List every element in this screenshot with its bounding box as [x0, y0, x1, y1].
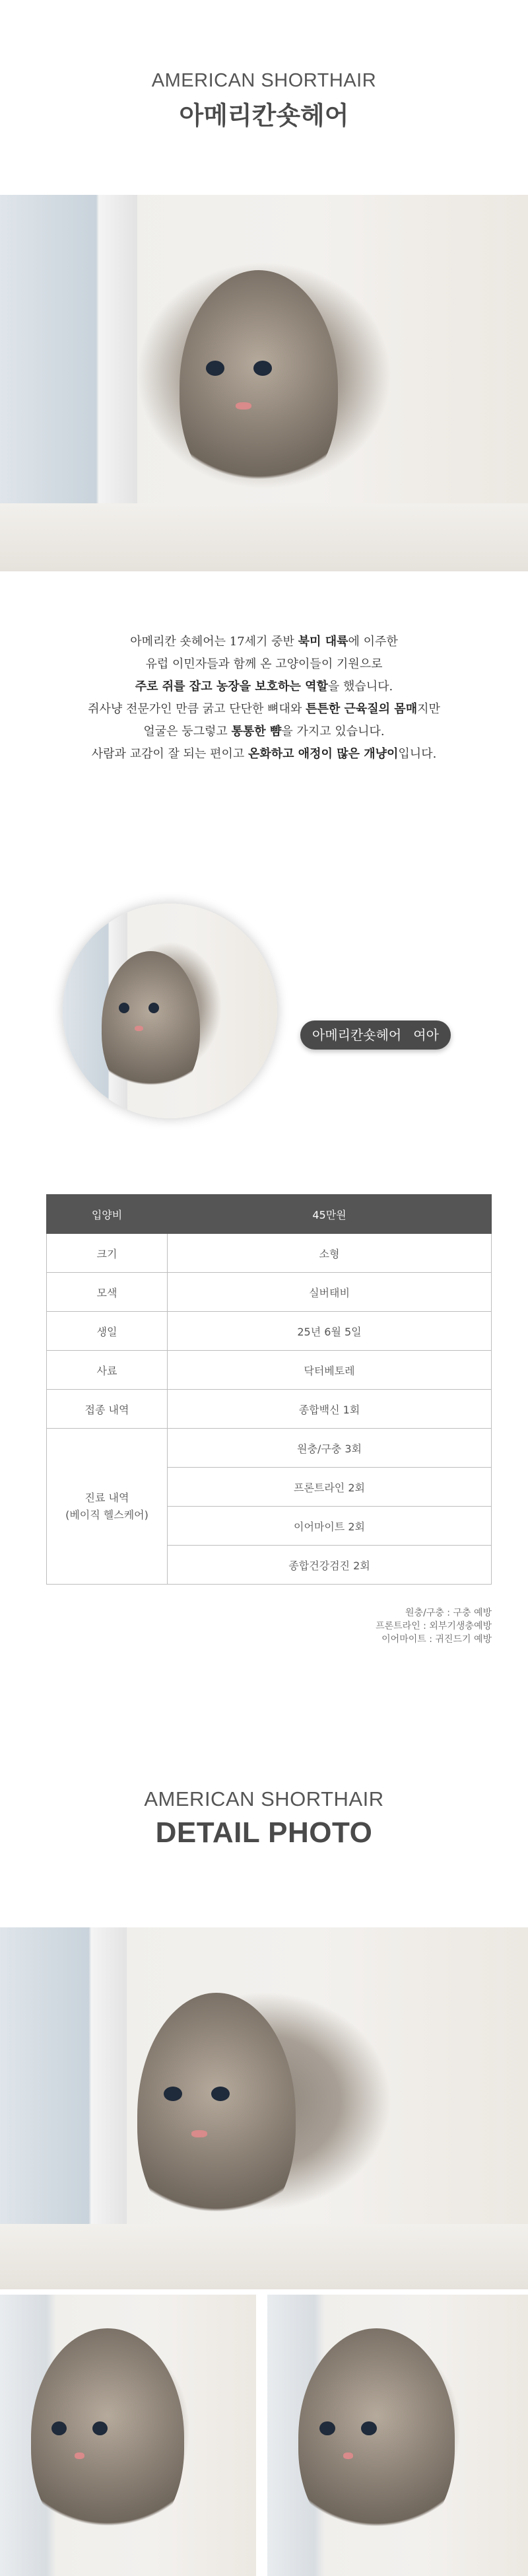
row-value: 종합백신 1회	[168, 1390, 492, 1429]
intro-line: 유럽 이민자들과 함께 온 고양이들이 기원으로	[145, 657, 383, 671]
treatment-label	[47, 1429, 168, 1585]
kitten-portrait	[63, 904, 277, 1118]
treatment-item: 이어마이트 2회	[168, 1507, 492, 1546]
row-key: 모색	[47, 1273, 168, 1312]
treatment-title: 진료 내역	[84, 1491, 129, 1504]
footnote: 프론트라인 : 외부기생충예방	[376, 1621, 492, 1631]
price-label: 입양비	[47, 1195, 168, 1234]
detail-title: DETAIL PHOTO	[155, 1816, 373, 1849]
footnote: 원충/구충 : 구충 예방	[405, 1608, 492, 1618]
detail-eng-title: AMERICAN SHORTHAIR	[144, 1787, 384, 1810]
kitten-image	[180, 270, 338, 503]
intro-line: 얼굴은 둥그렇고 통통한 뺨을 가지고 있습니다.	[143, 725, 385, 738]
table-row	[47, 1273, 492, 1312]
table-row	[47, 1390, 492, 1429]
hero-photo	[0, 195, 528, 571]
detail-photo-right	[267, 2295, 528, 2576]
table-row	[47, 1312, 492, 1351]
treatment-item: 원충/구충 3회	[168, 1429, 492, 1468]
row-value: 닥터베토레	[168, 1351, 492, 1390]
table-row	[47, 1234, 492, 1273]
row-key: 생일	[47, 1312, 168, 1351]
badge-breed: 아메리칸숏헤어	[312, 1027, 402, 1043]
info-table	[46, 1194, 492, 1585]
row-value: 실버태비	[168, 1273, 492, 1312]
treatment-item: 프론트라인 2회	[168, 1468, 492, 1507]
table-row	[47, 1351, 492, 1390]
intro-line: 사람과 교감이 잘 되는 편이고 온화하고 애정이 많은 개냥이입니다.	[91, 747, 437, 761]
breed-badge	[300, 1020, 451, 1050]
treatment-item: 종합건강검진 2회	[168, 1546, 492, 1585]
treatment-subtitle: (베이직 헬스케어)	[65, 1508, 148, 1521]
intro-line: 쥐사냥 전문가인 만큼 굵고 단단한 뼈대와 튼튼한 근육질의 몸매지만	[88, 702, 440, 716]
row-value: 25년 6월 5일	[168, 1312, 492, 1351]
row-key: 접종 내역	[47, 1390, 168, 1429]
intro-line: 아메리칸 숏헤어는 17세기 중반 북미 대륙에 이주한	[130, 635, 398, 649]
table-row	[47, 1195, 492, 1234]
header-eng-title: AMERICAN SHORTHAIR	[151, 70, 377, 91]
footnote: 이어마이트 : 귀진드기 예방	[381, 1634, 492, 1645]
row-key: 사료	[47, 1351, 168, 1390]
detail-photo-left	[0, 2295, 256, 2576]
intro-paragraph	[0, 631, 528, 766]
footnotes	[376, 1606, 492, 1646]
badge-sex: 여아	[413, 1027, 439, 1043]
header-ko-title: 아메리칸숏헤어	[179, 101, 349, 130]
table-row	[47, 1429, 492, 1468]
detail-photo-main	[0, 1927, 528, 2289]
row-value: 소형	[168, 1234, 492, 1273]
intro-line: 주로 쥐를 잡고 농장을 보호하는 역할을 했습니다.	[135, 680, 393, 694]
row-key: 크기	[47, 1234, 168, 1273]
price-value: 45만원	[168, 1195, 492, 1234]
